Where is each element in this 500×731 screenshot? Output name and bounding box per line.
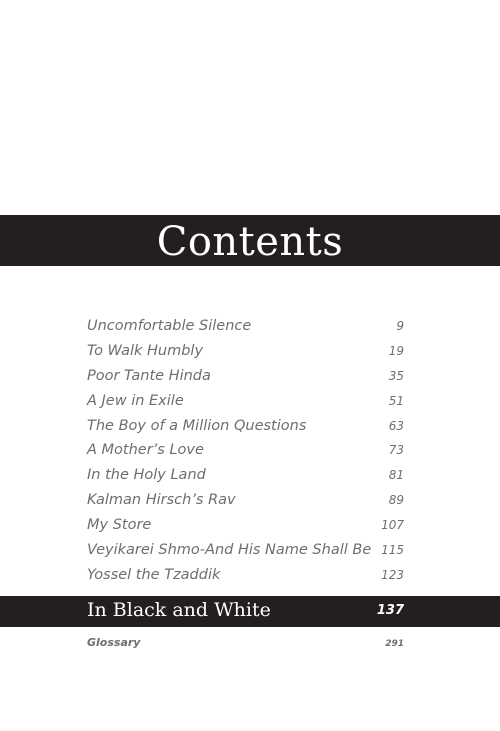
feature-entry-page: 137 [376,603,404,618]
feature-entry-band[interactable] [0,596,500,627]
toc-entry[interactable] [87,343,404,368]
toc-entry[interactable] [87,368,404,393]
page-title: Contents [156,218,344,265]
toc-entry[interactable] [87,517,404,542]
toc-entry-title: Kalman Hirsch’s Rav [87,492,236,509]
toc-entry[interactable] [87,542,404,567]
feature-entry-title: In Black and White [87,599,271,621]
toc-entry[interactable] [87,318,404,343]
toc-entry-page: 19 [388,343,404,358]
toc-entry[interactable] [87,567,404,592]
toc-entry-page: 81 [388,468,404,483]
toc-entry[interactable] [87,418,404,443]
toc-entry-page: 73 [388,443,404,458]
toc-entry-page: 115 [381,543,404,558]
toc-entry-page: 123 [381,567,404,582]
toc-entry-title: My Store [87,517,152,534]
glossary-entry[interactable] [87,636,404,649]
toc-entry-title: Veyikarei Shmo-And His Name Shall Be [87,542,372,559]
contents-title-band [0,215,500,266]
toc-entry-page: 89 [388,493,404,508]
toc-entry-title: The Boy of a Million Questions [87,417,307,434]
toc-entry-page: 107 [381,518,404,533]
toc-entry-title: A Mother’s Love [87,442,204,459]
toc-entry[interactable] [87,442,404,467]
toc-list [87,318,404,592]
toc-entry-title: Yossel the Tzaddik [87,566,221,583]
toc-entry-title: A Jew in Exile [87,392,184,409]
toc-entry-page: 9 [396,319,404,333]
toc-entry-title: Uncomfortable Silence [87,318,252,334]
glossary-title: Glossary [87,636,141,649]
toc-entry-title: In the Holy Land [87,467,206,484]
toc-entry-title: To Walk Humbly [87,342,204,359]
toc-entry-title: Poor Tante Hinda [87,367,211,384]
toc-entry[interactable] [87,492,404,517]
toc-entry-page: 35 [388,368,404,383]
toc-entry-page: 51 [388,393,404,408]
glossary-page: 291 [385,639,404,649]
toc-entry[interactable] [87,393,404,418]
toc-entry-page: 63 [388,418,404,433]
toc-entry[interactable] [87,467,404,492]
